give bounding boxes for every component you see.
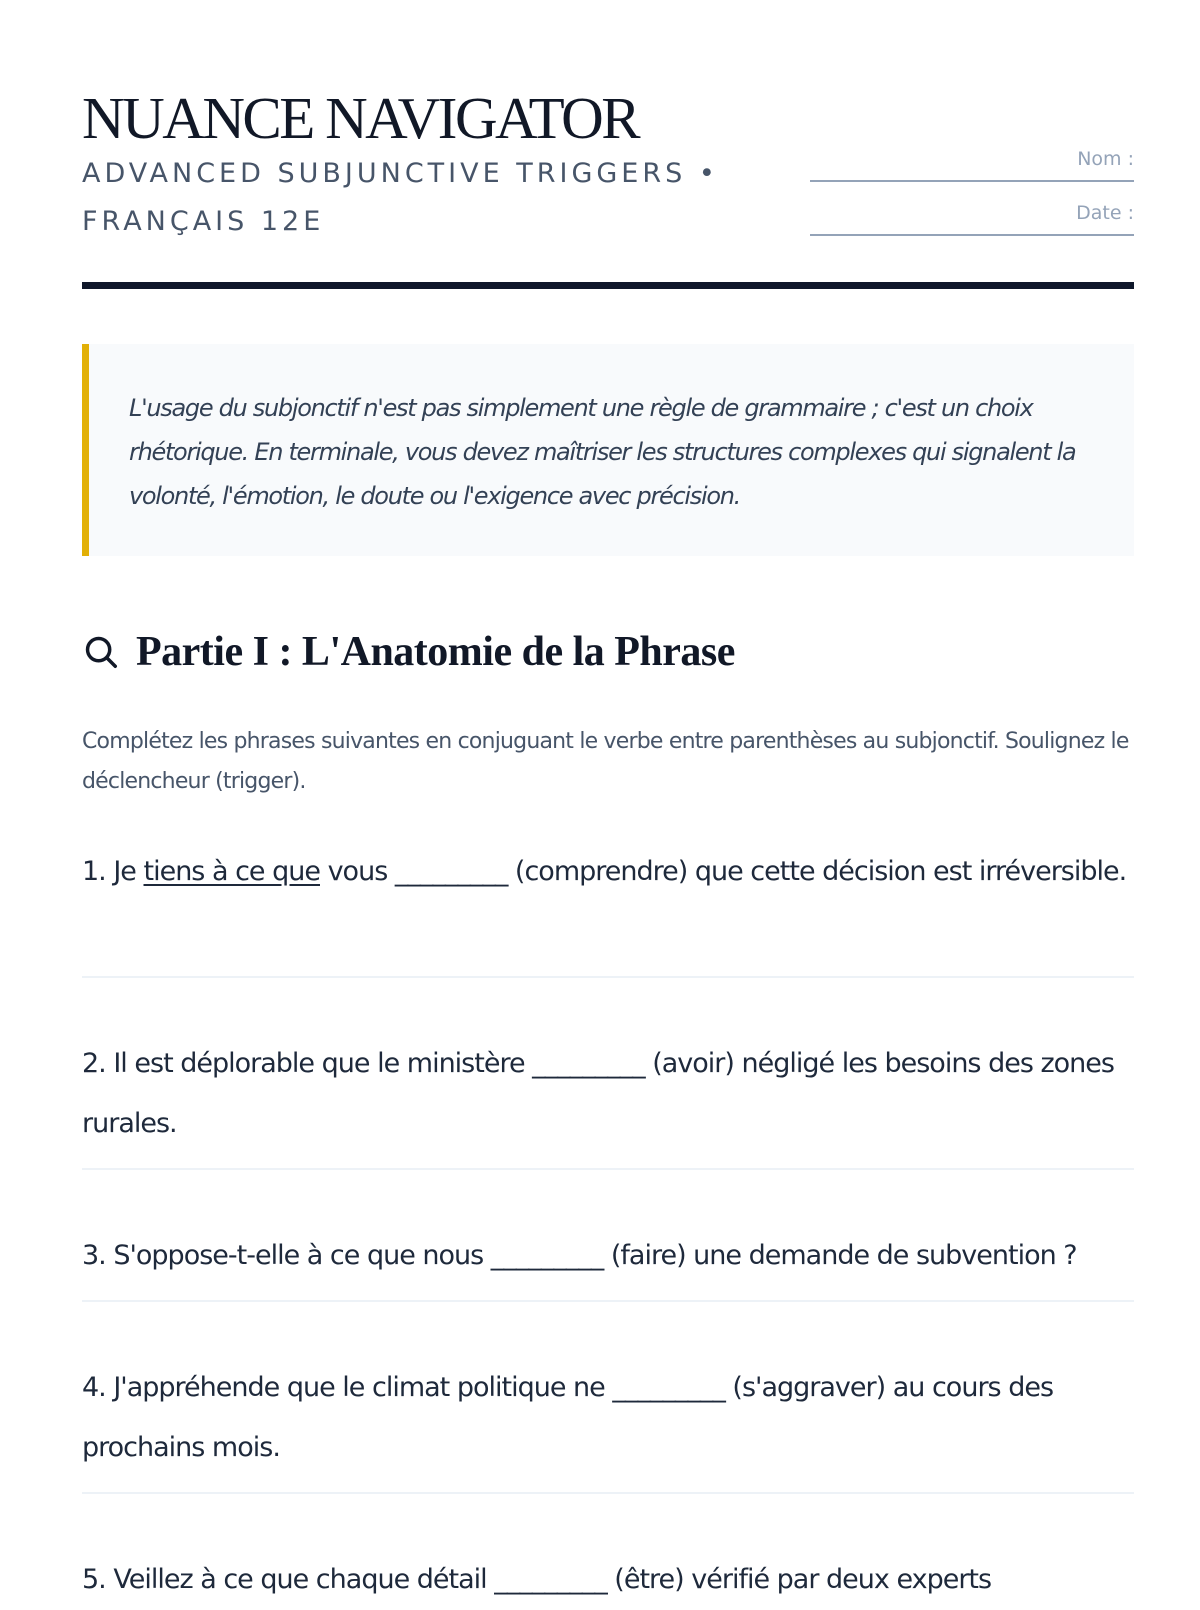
exercise-divider	[82, 1300, 1134, 1302]
exercise-1-trigger: tiens à ce que	[143, 856, 320, 887]
date-field[interactable]	[810, 202, 1134, 236]
page-title: NUANCE NAVIGATOR	[82, 85, 639, 151]
page-subtitle: ADVANCED SUBJUNCTIVE TRIGGERS • FRANÇAIS 12E	[82, 158, 719, 237]
exercise-divider	[82, 976, 1134, 978]
exercise-divider	[82, 1492, 1134, 1494]
section-title: Partie I : L'Anatomie de la Phrase	[136, 629, 735, 675]
name-field[interactable]	[810, 148, 1134, 182]
exercise-1	[82, 842, 1134, 902]
search-icon	[82, 633, 120, 671]
section-heading	[82, 622, 735, 682]
exercise-2: 2. Il est déplorable que le ministère _________ (avoir) négligé les besoins des zones rurales.	[82, 1048, 1114, 1139]
header-divider	[82, 282, 1134, 289]
exercise-1-after: vous _________ (comprendre) que cette décision est irréversible.	[320, 856, 1127, 887]
date-label: Date :	[1076, 202, 1134, 224]
exercise-4: 4. J'appréhende que le climat politique ne _________ (s'aggraver) au cours des prochains mois.	[82, 1372, 1054, 1463]
worksheet-header	[82, 0, 1134, 292]
exercise-divider	[82, 1168, 1134, 1170]
instructions: Complétez les phrases suivantes en conjuguant le verbe entre parenthèses au subjonctif. Soulignez le déclencheur (trigger).	[82, 729, 1129, 794]
exercise-3: 3. S'oppose-t-elle à ce que nous _________ (faire) une demande de subvention ?	[82, 1240, 1077, 1271]
intro-callout	[82, 344, 1134, 556]
exercise-5: 5. Veillez à ce que chaque détail _________ (être) vérifié par deux experts	[82, 1564, 992, 1595]
name-label: Nom :	[1077, 148, 1134, 170]
intro-text: L'usage du subjonctif n'est pas simplement une règle de grammaire ; c'est un choix rhétorique. En terminale, vous devez maîtriser les structures complexes qui signalent la volonté, l'émotion, le doute ou l'exigence avec précision.	[129, 394, 1076, 510]
exercise-1-before: 1. Je	[82, 856, 144, 887]
